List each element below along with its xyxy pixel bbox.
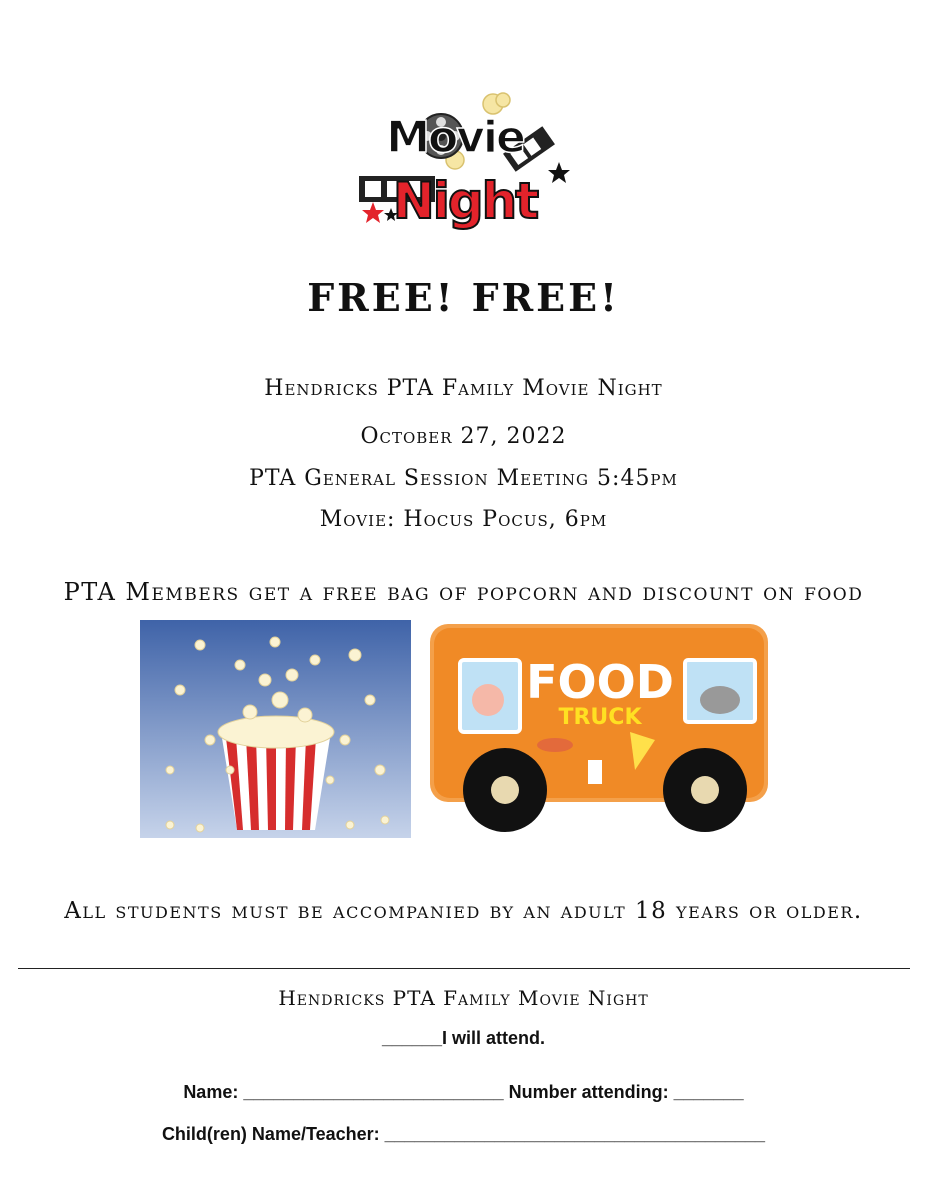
hot-dog-icon [537,738,573,752]
name-number-line: Name: __________________________ Number attending: _______ [183,1082,744,1102]
free-headline: FREE! FREE! [307,275,620,320]
milk-cup-icon [588,760,602,784]
logo-word-movie: Movie [386,112,524,163]
movie-night-logo [355,90,570,250]
form-title: Hendricks PTA Family Movie Night [278,986,649,1010]
logo-word-night: Night [392,172,538,230]
meeting-time: PTA General Session Meeting 5:45pm [249,466,678,491]
accompany-note: All students must be accompanied by an adult 18 years or older. [64,898,863,924]
event-date: October 27, 2022 [360,424,567,449]
truck-sign-truck: TRUCK [558,705,642,730]
attend-line: ______I will attend. [381,1028,546,1048]
movie-info: Movie: Hocus Pocus, 6pm [319,507,608,532]
food-truck-toy-photo [420,620,785,838]
child-teacher-line: Child(ren) Name/Teacher: ______________________________________ [161,1124,766,1144]
members-note: PTA Members get a free bag of popcorn and discount on food [63,578,864,606]
truck-sign-food: FOOD [526,655,674,709]
popcorn-bucket-photo [140,620,411,838]
cut-line-divider [18,968,910,969]
event-title: Hendricks PTA Family Movie Night [264,376,663,401]
